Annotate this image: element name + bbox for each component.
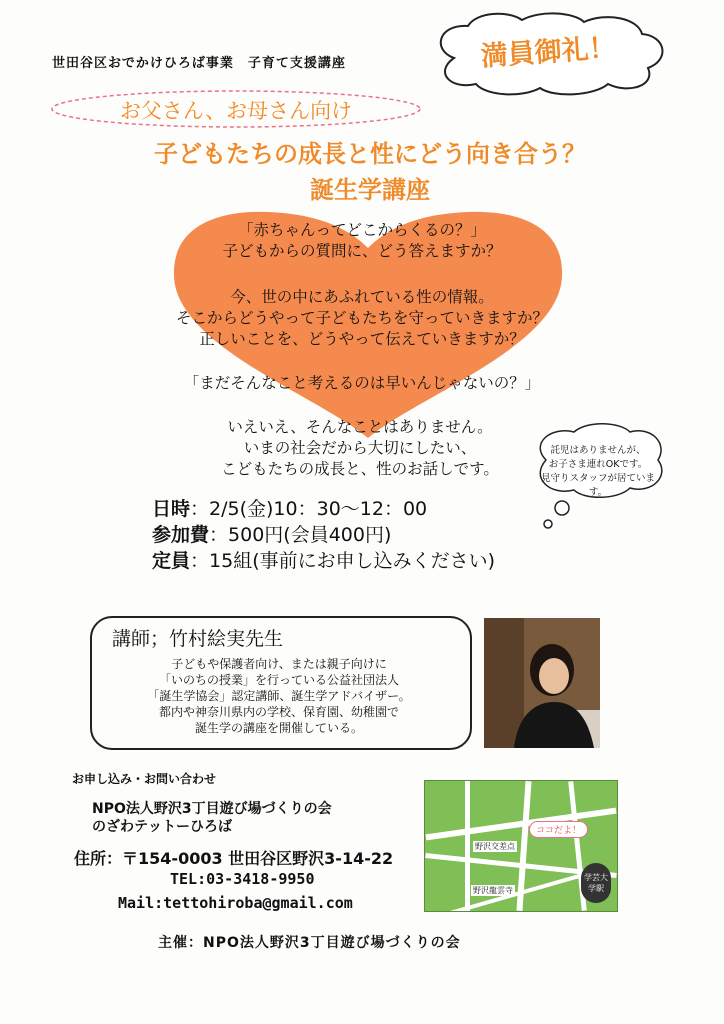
fee-value: 500円(会員400円) <box>228 524 392 546</box>
datetime-value: 2/5(金)10：30〜12：00 <box>209 498 428 520</box>
sold-out-stamp: 満員御礼！ <box>479 32 617 73</box>
doubt-quote: 「まだそんなこと考えるのは早いんじゃないの？」 <box>183 374 541 392</box>
lecturer-bio-3: 「誕生学協会」認定講師、誕生学アドバイザー。 <box>147 689 411 703</box>
address-row: 住所：〒154-0003 世田谷区野沢3-14-22 <box>74 849 394 868</box>
contact-org: NPO法人野沢3丁目遊び場づくりの会 <box>92 801 332 817</box>
capacity-value: 15組(事前にお申し込みください) <box>209 550 496 572</box>
map-station-label: 学芸大学駅 <box>581 863 611 903</box>
datetime-label: 日時 <box>152 498 191 520</box>
lecturer-bio-5: 誕生学の講座を開催している。 <box>194 721 363 735</box>
bubble-line-2: お子さま連れOKです。 <box>548 459 648 470</box>
course-title: 誕生学講座 <box>310 176 430 204</box>
fee-row: 参加費：500円(会員400円) <box>152 524 392 546</box>
lecturer-photo <box>484 618 600 748</box>
audience-text: お父さん、お母さん向け <box>119 99 353 123</box>
lecturer-title: 講師；竹村絵実先生 <box>112 628 284 650</box>
fee-label: 参加費 <box>152 524 210 546</box>
datetime-row: 日時：2/5(金)10：30〜12：00 <box>152 498 428 520</box>
address-label: 住所 <box>74 849 107 868</box>
question-quote: 「赤ちゃんってどこからくるの？」 <box>237 221 486 239</box>
lecturer-bio-1: 子どもや保護者向け、または親子向けに <box>171 657 387 671</box>
map-here-marker: ココだよ！ <box>529 821 588 838</box>
contact-place: のざわテットーひろば <box>92 819 232 835</box>
address-value: 〒154-0003 世田谷区野沢3-14-22 <box>122 849 394 868</box>
capacity-label: 定員 <box>152 550 191 572</box>
program-series: 世田谷区おでかけひろば事業 子育て支援講座 <box>52 56 346 71</box>
main-title: 子どもたちの成長と性にどう向き合う？ <box>154 140 586 168</box>
tel-text: TEL:03-3418-9950 <box>170 870 315 888</box>
answer-line-3: こどもたちの成長と、性のお話しです。 <box>221 460 499 478</box>
question-line: 子どもからの質問に、どう答えますか？ <box>222 242 502 260</box>
info-line-1: 今、世の中にあふれている性の情報。 <box>230 288 494 306</box>
bubble-line-3: 見守りスタッフが居ています。 <box>540 473 655 498</box>
footer-sponsor: 主催：NPO法人野沢3丁目遊び場づくりの会 <box>158 935 461 951</box>
map-park-label: 野沢龍雲寺 <box>473 886 513 895</box>
contact-heading: お申し込み・お問い合わせ <box>72 772 217 786</box>
answer-line-1: いえいえ、そんなことはありません。 <box>227 418 493 436</box>
email-link[interactable]: Mail:tettohiroba@gmail.com <box>118 894 353 912</box>
map-junction-label: 野沢交差点 <box>475 842 515 851</box>
access-map[interactable] <box>424 780 618 912</box>
lecturer-bio-4: 都内や神奈川県内の学校、保育園、幼稚園で <box>158 705 399 719</box>
answer-line-2: いまの社会だから大切にしたい、 <box>243 439 477 457</box>
info-line-2: そこからどうやって子どもたちを守っていきますか？ <box>175 309 548 327</box>
lecturer-bio-2: 「いのちの授業」を行っている公益社団法人 <box>158 673 399 687</box>
capacity-row: 定員：15組(事前にお申し込みください) <box>152 550 496 572</box>
bubble-line-1: 託児はありませんが、 <box>550 445 646 456</box>
info-line-3: 正しいことを、どうやって伝えていきますか？ <box>199 330 525 348</box>
